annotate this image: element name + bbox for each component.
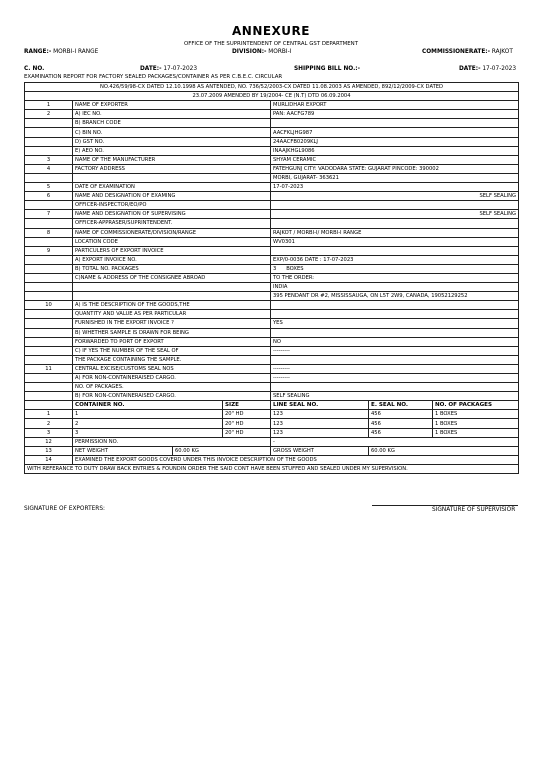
date-value-1: 17-07-2023: [163, 66, 198, 72]
date-label-2: DATE:-: [459, 66, 481, 72]
packages-count: 1 BOXES: [433, 419, 519, 428]
supervision-statement: WITH REFERANCE TO DUTY DRAW BACK ENTRIES & FOUNDIN ORDER THE SAID CONT HAVE BEEN STUFFED AND SEALED UNDER MY SUPERVISION.: [25, 464, 519, 473]
row-label: A) IEC NO.: [73, 110, 271, 119]
notification-row-2: [25, 92, 519, 101]
date-field-1: [140, 66, 197, 72]
row-label: QUANTITY AND VALUE AS PER PARTICULAR: [73, 310, 271, 319]
table-row: [25, 328, 519, 337]
row-number: [25, 328, 73, 337]
packages-header: NO. OF PACKAGES: [433, 401, 519, 410]
line-seal-no: 123: [271, 419, 369, 428]
table-row: [25, 310, 519, 319]
row-label: EXAMINED THE EXPORT GOODS COVERD UNDER THIS INVOICE DESCRIPTION OF THE GOODS: [73, 455, 519, 464]
row-label: NO. OF PACKAGES.: [73, 383, 271, 392]
row-value: FATEHGUNJ CITY: VADODARA STATE: GUJARAT PINCODE: 390002: [271, 164, 519, 173]
notification-line-1: NO.426/59/98-CX DATED 12.10.1998 AS ANTENDED, NO. 736/52/2003-CX DATED 11.08.2003 AS AMENDED, 892/12/2009-CX DATED: [25, 83, 519, 92]
table-row: [25, 273, 519, 282]
date-label-1: DATE:-: [140, 66, 162, 72]
row-value: [271, 310, 519, 319]
row-number: [25, 283, 73, 292]
division-field: [232, 49, 291, 55]
row-number: 5: [25, 183, 73, 192]
exam-report-line: EXAMINATION REPORT FOR FACTORY SEALED PACKAGES/CONTAINER AS PER C.B.E.C. CIRCULAR: [24, 74, 283, 80]
exporter-signature-label: SIGNATURE OF EXPORTERS:: [24, 506, 105, 512]
row-number: 14: [25, 455, 73, 464]
row-label: PARTICULERS OF EXPORT INVOICE: [73, 246, 271, 255]
supervisor-signature-line: [372, 505, 518, 506]
container-no: 1: [73, 410, 223, 419]
table-row: [25, 155, 519, 164]
row-number: 11: [25, 364, 73, 373]
row-label: [73, 292, 271, 301]
row-number: [25, 392, 73, 401]
cno-label: C. NO.: [24, 66, 45, 72]
net-weight-label: NET WEIGHT: [73, 446, 173, 455]
supervisor-signature-label: SIGNATURE OF SUPERVISIOR: [432, 507, 516, 513]
container-no: 2: [73, 419, 223, 428]
line-seal-header: LINE SEAL NO.: [271, 401, 369, 410]
row-number: 9: [25, 246, 73, 255]
row-number: [25, 219, 73, 228]
row-number: 3: [25, 155, 73, 164]
gross-weight-value: 60.00 KG: [369, 446, 519, 455]
row-label: FURNISHED IN THE EXPORT INVOICE ?: [73, 319, 271, 328]
notification-row-1: [25, 83, 519, 92]
size-header: SIZE: [223, 401, 271, 410]
footer-row: [25, 464, 519, 473]
row-number: [25, 146, 73, 155]
row-number: [25, 355, 73, 364]
row-number: [25, 119, 73, 128]
table-row: [25, 164, 519, 173]
row-number: 4: [25, 164, 73, 173]
row-label: NAME AND DESIGNATION OF SUPERVISING: [73, 210, 271, 219]
row-label: [73, 173, 271, 182]
table-row: [25, 201, 519, 210]
table-row: [25, 183, 519, 192]
container-row: [25, 428, 519, 437]
row-label: CENTRAL EXCISE/CUSTOMS SEAL NOS: [73, 364, 271, 373]
row-value: [271, 246, 519, 255]
weight-row: [25, 446, 519, 455]
row-number: [25, 128, 73, 137]
row-value: 17-07-2023: [271, 183, 519, 192]
row-value: [271, 328, 519, 337]
row-label: E) AEO NO.: [73, 146, 271, 155]
row-label: D) GST NO.: [73, 137, 271, 146]
container-row: [25, 410, 519, 419]
row-value: SHYAM CERAMIC: [271, 155, 519, 164]
row-number: 2: [25, 110, 73, 119]
row-label: A) EXPORT INVOICE NO.: [73, 255, 271, 264]
table-row: [25, 383, 519, 392]
row-value: SELF SEALING: [271, 392, 519, 401]
page-subtitle: OFFICE OF THE SUPRINTENDENT OF CENTRAL GST DEPARTMENT: [183, 41, 359, 47]
net-weight-value: 60.00 KG: [173, 446, 271, 455]
row-number: 1: [25, 410, 73, 419]
container-header-row: [25, 401, 519, 410]
row-label: C)NAME & ADDRESS OF THE CONSIGNEE ABROAD: [73, 273, 271, 282]
row-label: B) TOTAL NO. PACKAGES: [73, 264, 271, 273]
row-number: 1: [25, 101, 73, 110]
row-label: A) IS THE DESCRIPTION OF THE GOODS,THE: [73, 301, 271, 310]
row-value: [271, 219, 519, 228]
row-label: B) FOR NON-CONTAINERAISED CARGO.: [73, 392, 271, 401]
table-row: [25, 264, 519, 273]
table-row: [25, 319, 519, 328]
row-number: [25, 401, 73, 410]
table-row: [25, 237, 519, 246]
row-number: [25, 374, 73, 383]
e-seal-no: 456: [369, 410, 433, 419]
table-row: [25, 292, 519, 301]
row-value: WV0301: [271, 237, 519, 246]
row-value: SELF SEALING: [271, 192, 519, 201]
row-value: MORBI, GUJARAT- 363621: [271, 173, 519, 182]
row-label: THE PACKAGE CONTAINING THE SAMPLE.: [73, 355, 271, 364]
row-number: [25, 255, 73, 264]
line-seal-no: 123: [271, 410, 369, 419]
row-number: [25, 346, 73, 355]
row-value: [271, 383, 519, 392]
row-number: [25, 173, 73, 182]
table-row: [25, 128, 519, 137]
row-value: SELF SEALING: [271, 210, 519, 219]
container-no-header: CONTAINER NO.: [73, 401, 223, 410]
row-value: AACFKLJHG987: [271, 128, 519, 137]
row-number: 12: [25, 437, 73, 446]
row-value: YES: [271, 319, 519, 328]
line-seal-no: 123: [271, 428, 369, 437]
table-row: [25, 246, 519, 255]
row-value: NO: [271, 337, 519, 346]
e-seal-no: 456: [369, 419, 433, 428]
table-row: [25, 110, 519, 119]
row-value: 3 BOXES: [271, 264, 519, 273]
row-label: OFFICER-INSPECTOR/EO/PO: [73, 201, 271, 210]
container-row: [25, 419, 519, 428]
table-row: [25, 437, 519, 446]
date-field-2: [459, 66, 516, 72]
table-row: [25, 255, 519, 264]
commissionerate-label: COMMISSIONERATE:-: [422, 49, 490, 55]
table-row: [25, 301, 519, 310]
row-value: ---------: [271, 346, 519, 355]
row-number: 10: [25, 301, 73, 310]
row-value: PAN: AACFG789: [271, 110, 519, 119]
row-value: ---------: [271, 364, 519, 373]
row-label: A) FOR NON-CONTAINERAISED CARGO.: [73, 374, 271, 383]
row-label: NAME OF THE MANUFACTURER: [73, 155, 271, 164]
gross-weight-label: GROSS WEIGHT: [271, 446, 369, 455]
table-row: [25, 455, 519, 464]
cno-field: [24, 66, 44, 72]
container-size: 20" HD: [223, 410, 271, 419]
annexure-table: [24, 82, 519, 474]
row-label: OFFICER-APPRASER/SUPRINTENDENT.: [73, 219, 271, 228]
table-row: [25, 346, 519, 355]
row-label: B) BRANCH CODE: [73, 119, 271, 128]
row-number: 3: [25, 428, 73, 437]
row-label: PERMISSION NO.: [73, 437, 271, 446]
commissionerate-value: RAJKOT: [491, 49, 513, 55]
row-label: FORWARDED TO PORT OF EXPORT: [73, 337, 271, 346]
row-number: [25, 319, 73, 328]
table-row: [25, 210, 519, 219]
row-number: [25, 137, 73, 146]
row-label: FACTORY ADDRESS: [73, 164, 271, 173]
table-row: [25, 337, 519, 346]
row-number: 8: [25, 228, 73, 237]
division-label: DIVISION:-: [232, 49, 267, 55]
row-label: NAME AND DESIGNATION OF EXAMING: [73, 192, 271, 201]
table-row: [25, 374, 519, 383]
row-value: [271, 355, 519, 364]
row-value: INAAJKHGL9086: [271, 146, 519, 155]
row-label: DATE OF EXAMINATION: [73, 183, 271, 192]
row-label: NAME OF COMMISSIONERATE/DIVISION/RANGE: [73, 228, 271, 237]
row-label: NAME OF EXPORTER: [73, 101, 271, 110]
row-number: 2: [25, 419, 73, 428]
row-value: MURLIDHAR EXPORT: [271, 101, 519, 110]
commissionerate-field: [422, 49, 513, 55]
row-number: [25, 383, 73, 392]
row-value: TO THE ORDER:: [271, 273, 519, 282]
row-number: [25, 264, 73, 273]
row-value: INDIA: [271, 283, 519, 292]
table-row: [25, 173, 519, 182]
container-size: 20" HD: [223, 428, 271, 437]
notification-line-2: 23.07.2009 AMENDED BY 19/2004- CE (N.T) DTD 06.09.2004: [25, 92, 519, 101]
row-number: [25, 237, 73, 246]
e-seal-header: E. SEAL NO.: [369, 401, 433, 410]
container-no: 3: [73, 428, 223, 437]
row-value: -: [271, 437, 519, 446]
table-row: [25, 137, 519, 146]
row-number: 13: [25, 446, 73, 455]
row-number: [25, 310, 73, 319]
range-label: RANGE:-: [24, 49, 52, 55]
row-number: [25, 292, 73, 301]
row-label: [73, 283, 271, 292]
division-value: MORBI-I: [268, 49, 292, 55]
table-row: [25, 119, 519, 128]
range-field: [24, 49, 98, 55]
row-label: C) IF YES THE NUMBER OF THE SEAL OF: [73, 346, 271, 355]
row-value: 395 PENDANT DR #2, MISSISSAUGA, ON L5T 2W9, CANADA, 19052129252: [271, 292, 519, 301]
row-value: EXP/0-0036 DATE : 17-07-2023: [271, 255, 519, 264]
row-value: [271, 201, 519, 210]
table-row: [25, 146, 519, 155]
shipping-bill-label: SHIPPING BILL NO.:-: [294, 66, 361, 72]
table-row: [25, 283, 519, 292]
row-number: [25, 273, 73, 282]
container-size: 20" HD: [223, 419, 271, 428]
table-row: [25, 355, 519, 364]
row-value: RAJKOT / MORBI-I/ MORBI-I RANGE: [271, 228, 519, 237]
table-row: [25, 101, 519, 110]
table-row: [25, 364, 519, 373]
packages-count: 1 BOXES: [433, 410, 519, 419]
row-number: [25, 201, 73, 210]
row-number: 7: [25, 210, 73, 219]
table-row: [25, 219, 519, 228]
row-value: [271, 301, 519, 310]
date-value-2: 17-07-2023: [482, 66, 517, 72]
row-number: [25, 337, 73, 346]
table-row: [25, 392, 519, 401]
table-row: [25, 192, 519, 201]
table-row: [25, 228, 519, 237]
row-value: 24AACFB0209KLJ: [271, 137, 519, 146]
range-value: MORBI-I RANGE: [53, 49, 99, 55]
packages-count: 1 BOXES: [433, 428, 519, 437]
row-label: LOCATION CODE: [73, 237, 271, 246]
row-label: C) BIN NO.: [73, 128, 271, 137]
row-label: B) WHETHER SAMPLE IS DRAWN FOR BEING: [73, 328, 271, 337]
row-value: [271, 119, 519, 128]
shipping-bill-field: [294, 66, 360, 72]
row-value: ---------: [271, 374, 519, 383]
e-seal-no: 456: [369, 428, 433, 437]
page-title: ANNEXURE: [231, 24, 310, 38]
row-number: 6: [25, 192, 73, 201]
